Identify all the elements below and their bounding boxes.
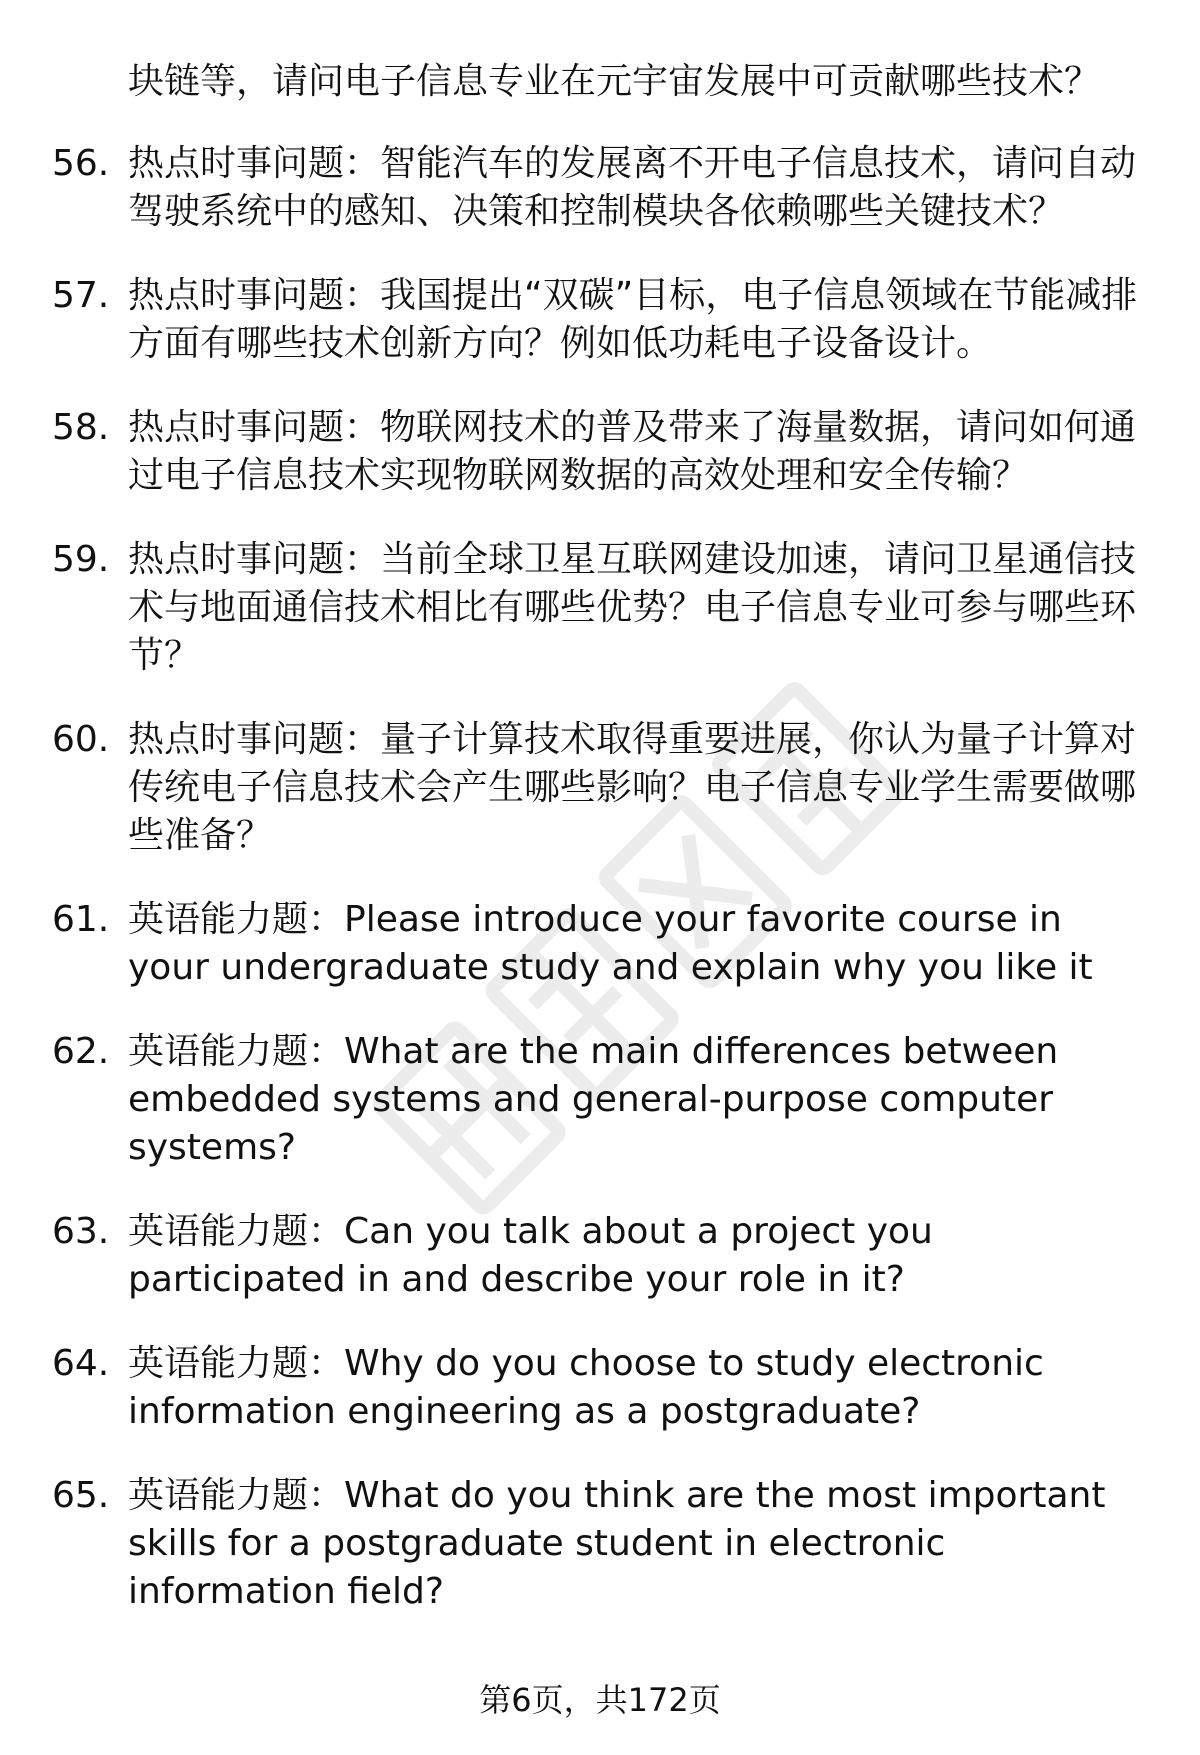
question-item-59	[0, 536, 1200, 680]
question-item-65	[0, 1472, 1200, 1616]
continuation-text: 块链等，请问电子信息专业在元宇宙发展中可贡献哪些技术？	[128, 61, 1101, 102]
question-text: 英语能力题：Why do you choose to study electronic information engineering as a postgraduate?	[128, 1343, 1044, 1432]
question-list	[0, 140, 1200, 1652]
question-text: 英语能力题：What do you think are the most important skills for a postgraduate student in electronic information field?	[128, 1475, 1106, 1612]
question-text: 英语能力题：What are the main differences between embedded systems and general-purpose computer systems?	[128, 1031, 1059, 1168]
question-item-60	[0, 716, 1200, 860]
page-footer: 第6页，共172页	[479, 1681, 721, 1719]
question-item-61	[0, 896, 1200, 992]
question-text: 热点时事问题：当前全球卫星互联网建设加速，请问卫星通信技术与地面通信技术相比有哪些优势？电子信息专业可参与哪些环节？	[128, 539, 1137, 676]
question-number: 59.	[52, 539, 110, 580]
question-number: 62.	[52, 1031, 110, 1072]
question-text: 热点时事问题：我国提出“双碳”目标，电子信息领域在节能减排方面有哪些技术创新方向？例如低功耗电子设备设计。	[128, 275, 1138, 364]
question-item-64	[0, 1340, 1200, 1436]
question-number: 57.	[52, 275, 110, 316]
question-number: 64.	[52, 1343, 110, 1384]
question-number: 61.	[52, 899, 110, 940]
question-text: 英语能力题：Please introduce your favorite course in your undergraduate study and explain why you like it	[128, 899, 1093, 988]
question-item-63	[0, 1208, 1200, 1304]
question-item-58	[0, 404, 1200, 500]
question-text: 英语能力题：Can you talk about a project you participated in and describe your role in it?	[128, 1211, 933, 1300]
question-number: 63.	[52, 1211, 110, 1252]
question-number: 58.	[52, 407, 110, 448]
question-item-57	[0, 272, 1200, 368]
question-number: 65.	[52, 1475, 110, 1516]
question-item-56	[0, 140, 1200, 236]
question-text: 热点时事问题：物联网技术的普及带来了海量数据，请问如何通过电子信息技术实现物联网数据的高效处理和安全传输？	[128, 407, 1137, 496]
question-number: 56.	[52, 143, 110, 184]
question-text: 热点时事问题：量子计算技术取得重要进展，你认为量子计算对传统电子信息技术会产生哪些影响？电子信息专业学生需要做哪些准备？	[128, 719, 1137, 856]
question-text: 热点时事问题：智能汽车的发展离不开电子信息技术，请问自动驾驶系统中的感知、决策和控制模块各依赖哪些关键技术？	[128, 143, 1137, 232]
question-number: 60.	[52, 719, 110, 760]
question-item-62	[0, 1028, 1200, 1172]
